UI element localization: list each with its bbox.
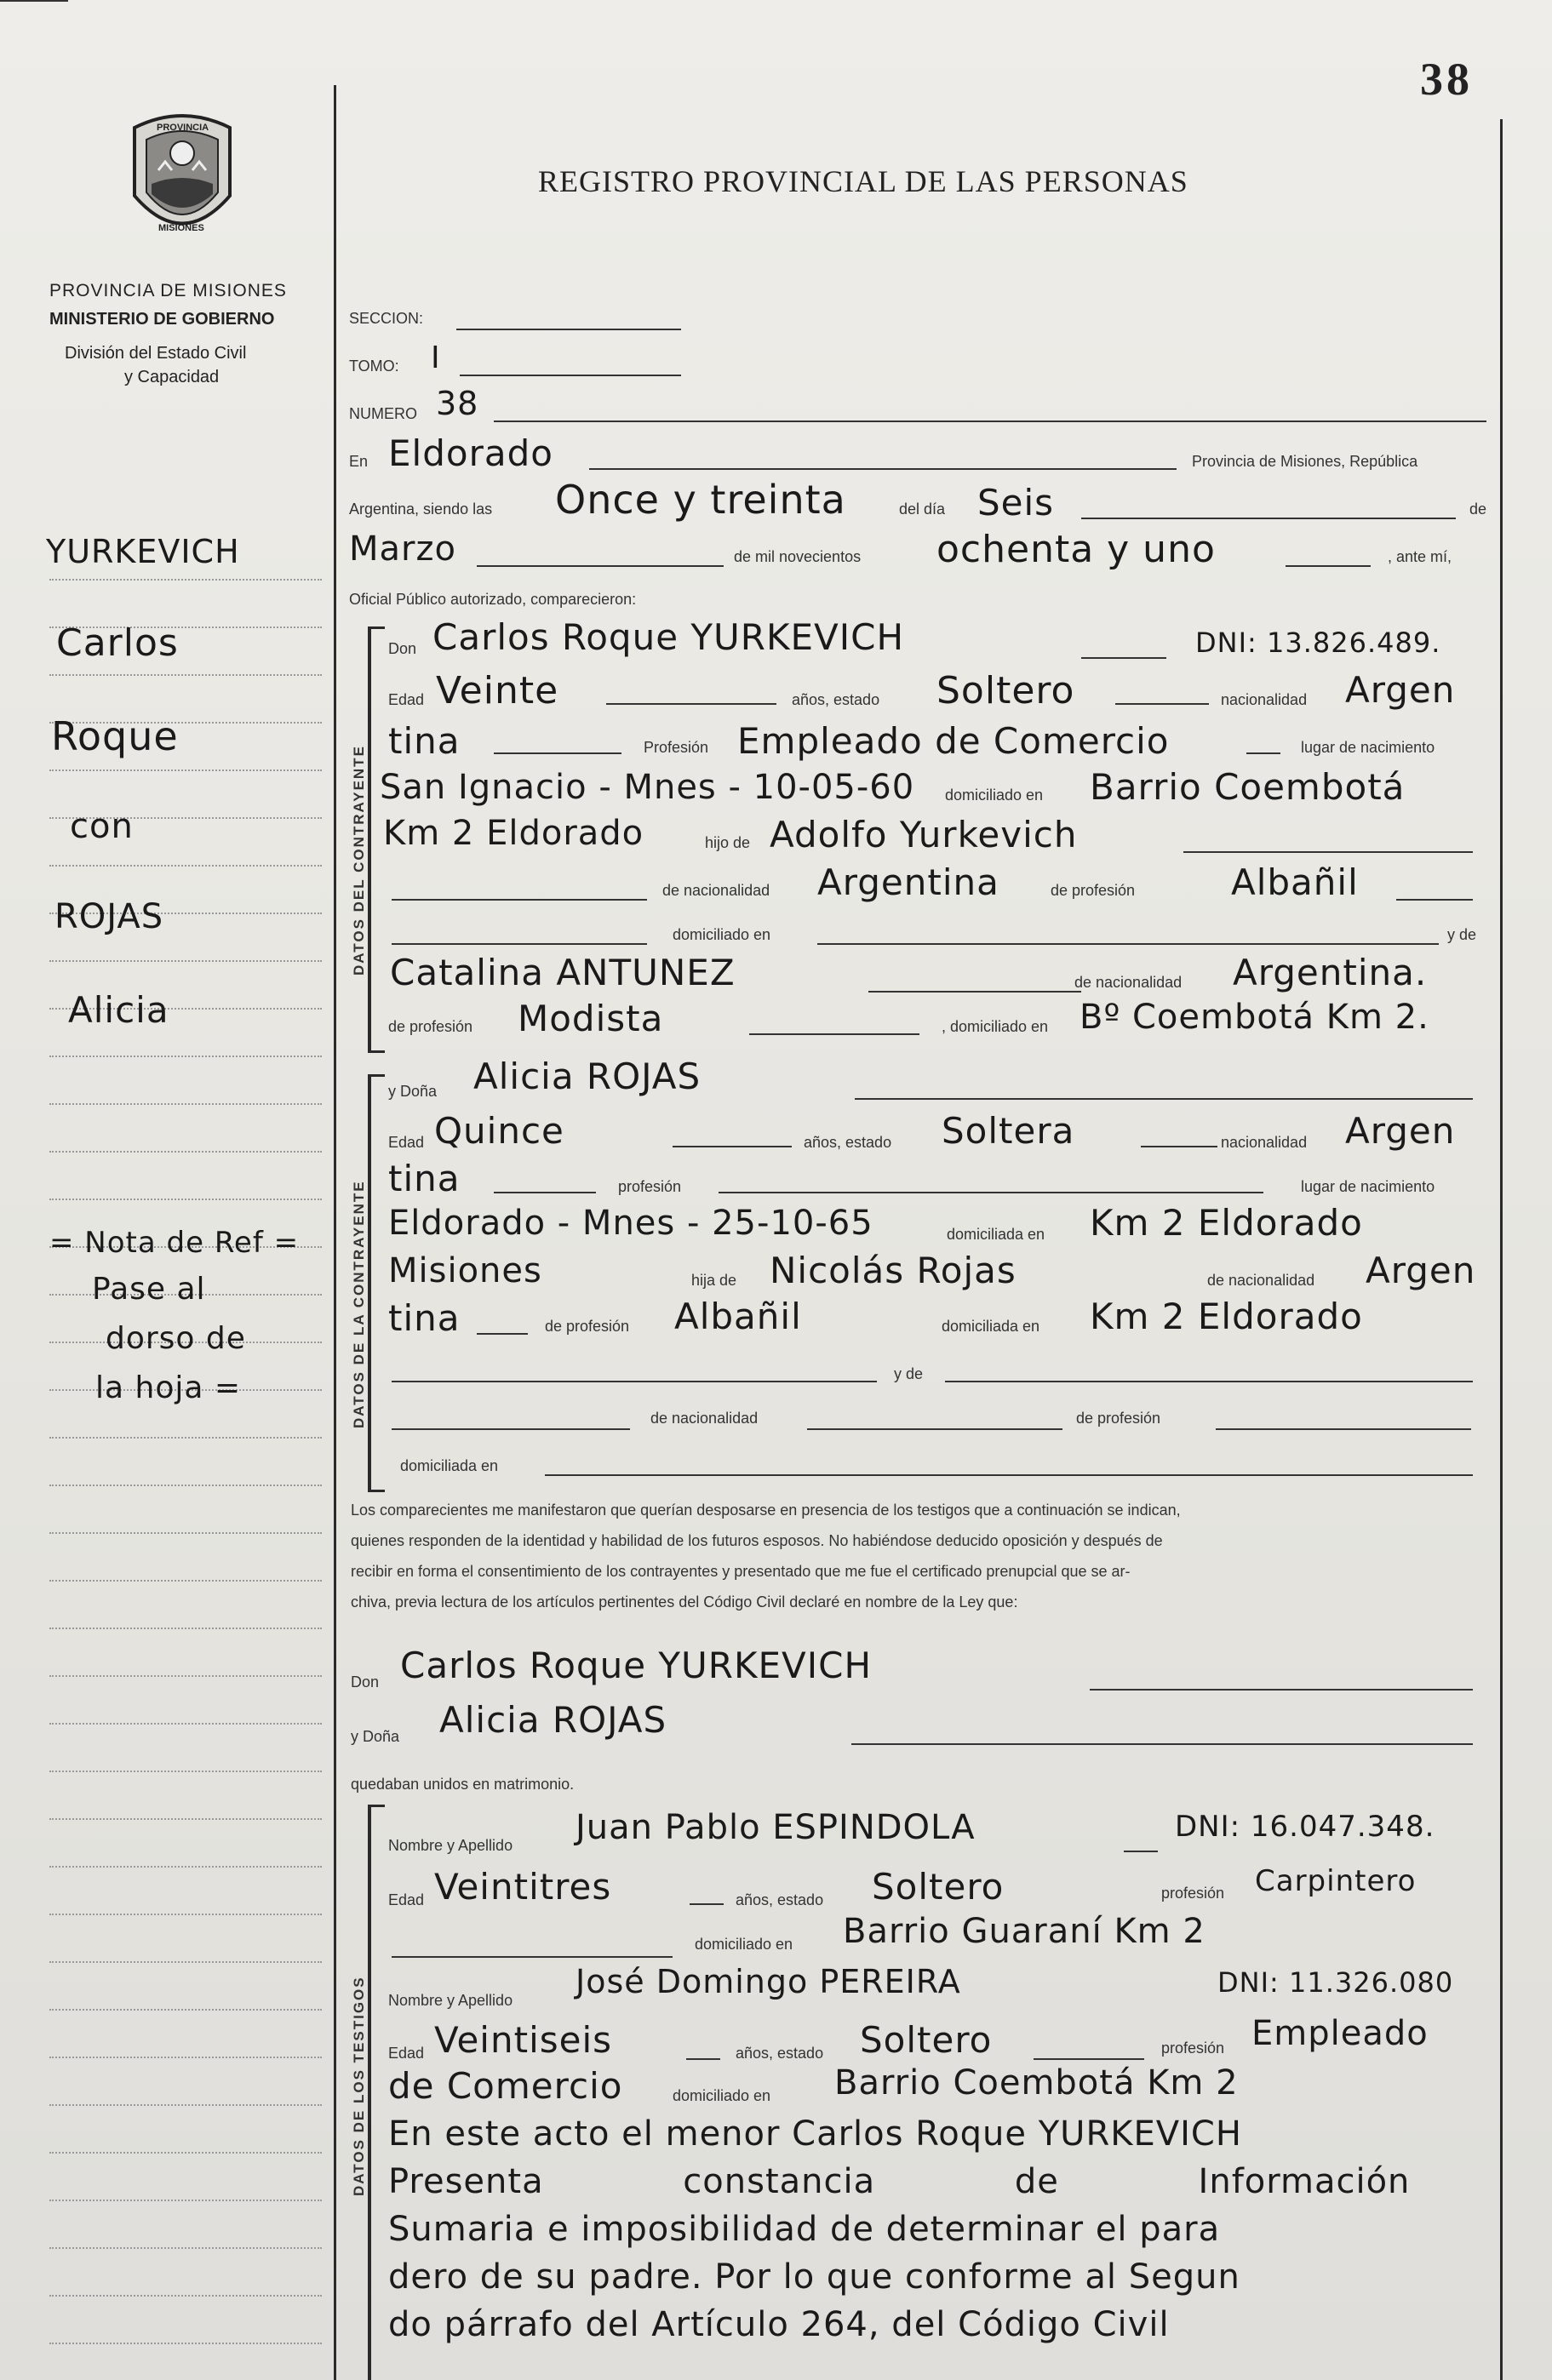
margin-rule bbox=[49, 1771, 322, 1772]
dona-madre-line-2 bbox=[945, 1381, 1473, 1382]
dona-padre-nac-2-line bbox=[477, 1333, 528, 1335]
dona-anos-label: años, estado bbox=[804, 1134, 892, 1151]
madre-nac: Argentina. bbox=[1233, 952, 1428, 993]
note-line-2: Presenta constancia de Información bbox=[388, 2162, 1411, 2201]
oficial-label: Oficial Público autorizado, comparecieron: bbox=[349, 591, 637, 608]
dona-estado-line bbox=[1141, 1146, 1217, 1147]
tomo-label: TOMO: bbox=[349, 358, 399, 375]
don-label: Don bbox=[388, 640, 417, 657]
testigos-bracket bbox=[368, 1805, 371, 2380]
padre-line bbox=[1183, 851, 1473, 853]
y-de-label: y de bbox=[1447, 926, 1477, 943]
margin-rule bbox=[49, 865, 322, 867]
seal-top-text: PROVINCIA bbox=[157, 123, 209, 133]
dona-lugar-nac: Eldorado - Mnes - 25-10-65 bbox=[388, 1204, 873, 1243]
contrayente-bracket bbox=[368, 626, 371, 1052]
dona-domicilio: Km 2 Eldorado bbox=[1090, 1202, 1363, 1244]
margin-surname: YURKEVICH bbox=[46, 533, 240, 570]
t2-anos-label: años, estado bbox=[736, 2045, 824, 2062]
contrayente-f-bracket bbox=[368, 1074, 371, 1491]
t1-dom-pre-line bbox=[392, 1956, 673, 1958]
don-lugar-label: lugar de nacimiento bbox=[1301, 739, 1435, 756]
dona-label: y Doña bbox=[388, 1083, 438, 1100]
de-mil-label: de mil novecientos bbox=[734, 548, 862, 565]
dona-prof-label: profesión bbox=[618, 1178, 682, 1195]
madre-nombre: Catalina ANTUNEZ bbox=[390, 952, 736, 993]
mes-value: Marzo bbox=[349, 529, 456, 569]
declaration-line-2: quienes responden de la identidad y habilidad de los futuros esposos. No habiéndose deducido oposición y después de bbox=[351, 1532, 1163, 1549]
dona-nac-label: nacionalidad bbox=[1221, 1134, 1308, 1151]
argentina-label: Argentina, siendo las bbox=[349, 501, 493, 518]
don-dni: DNI: 13.826.489. bbox=[1195, 626, 1441, 659]
t2-estado-line bbox=[1034, 2058, 1144, 2060]
margin-rule bbox=[49, 1532, 322, 1534]
dona-madre-nac-label: de nacionalidad bbox=[650, 1410, 759, 1427]
seal-bottom-text: MISIONES bbox=[158, 223, 204, 233]
left-column-border bbox=[334, 85, 336, 2380]
right-column-border bbox=[1500, 119, 1503, 2380]
dona-madre-dom-line bbox=[545, 1474, 1473, 1476]
seccion-label: SECCION: bbox=[349, 310, 424, 327]
lugar-value: Eldorado bbox=[388, 432, 553, 474]
margin-rule bbox=[49, 1628, 322, 1629]
margin-rule bbox=[49, 1723, 322, 1725]
margin-rule bbox=[49, 1914, 322, 1915]
tomo-line bbox=[460, 375, 681, 376]
declaration-line-3: recibir en forma el consentimiento de los contrayentes y presentado que me fue el certificado prenupcial que se ar- bbox=[351, 1563, 1131, 1580]
margin-rule bbox=[49, 2247, 322, 2249]
margin-rule bbox=[49, 1961, 322, 1963]
t2-nombre: José Domingo PEREIRA bbox=[576, 1963, 961, 2000]
dona-padre-nac-2: tina bbox=[388, 1297, 461, 1339]
hija-de-label: hija de bbox=[691, 1272, 737, 1289]
margin-note-1: = Nota de Ref = bbox=[49, 1226, 300, 1260]
t1-prof-label: profesión bbox=[1161, 1885, 1225, 1902]
t2-nombre-label: Nombre y Apellido bbox=[388, 1992, 513, 2009]
note-line-3: Sumaria e imposibilidad de determinar el para bbox=[388, 2210, 1221, 2249]
margin-second-name: Roque bbox=[51, 713, 179, 759]
margin-rule bbox=[49, 1151, 322, 1153]
don-line bbox=[1081, 657, 1166, 659]
ministry-label: MINISTERIO DE GOBIERNO bbox=[49, 310, 275, 329]
margin-rule bbox=[49, 2200, 322, 2201]
margin-rule bbox=[49, 1485, 322, 1486]
margin-note-2: Pase al bbox=[92, 1272, 206, 1307]
t1-nombre-label: Nombre y Apellido bbox=[388, 1837, 513, 1854]
dona-nombre: Alicia ROJAS bbox=[473, 1056, 702, 1097]
madre-prof-line bbox=[749, 1033, 919, 1035]
margin-spouse-surname: ROJAS bbox=[54, 897, 164, 936]
dona-padre-prof: Albañil bbox=[674, 1296, 802, 1337]
madre-nac-label: de nacionalidad bbox=[1074, 974, 1183, 991]
don-lugar-nac: San Ignacio - Mnes - 10-05-60 bbox=[380, 768, 915, 807]
dona-madre-line bbox=[392, 1381, 877, 1382]
margin-rule bbox=[49, 2009, 322, 2011]
t1-dom: Barrio Guaraní Km 2 bbox=[843, 1912, 1206, 1951]
t2-prof-2: de Comercio bbox=[388, 2065, 623, 2107]
margin-rule bbox=[49, 2152, 322, 2154]
division-label-2: y Capacidad bbox=[124, 368, 220, 386]
t1-dni: DNI: 16.047.348. bbox=[1175, 1810, 1435, 1844]
padre-prof-label: de profesión bbox=[1051, 882, 1136, 899]
dona-lugar-label: lugar de nacimiento bbox=[1301, 1178, 1435, 1195]
t2-dom-label: domiciliado en bbox=[673, 2087, 771, 2104]
t2-dni: DNI: 11.326.080 bbox=[1217, 1966, 1454, 1999]
margin-rule bbox=[49, 1437, 322, 1439]
t1-nombre: Juan Pablo ESPINDOLA bbox=[576, 1808, 976, 1847]
padre-dom-line-pre bbox=[392, 943, 647, 945]
don-profesion-label: Profesión bbox=[644, 739, 709, 756]
lugar-line bbox=[589, 468, 1177, 470]
dona-dom-label: domiciliada en bbox=[947, 1226, 1045, 1243]
anio-value: ochenta y uno bbox=[936, 528, 1216, 571]
ante-mi-label: , ante mí, bbox=[1388, 548, 1452, 565]
dona-domicilio-2: Misiones bbox=[388, 1251, 542, 1290]
madre-prof: Modista bbox=[518, 998, 664, 1039]
t1-nombre-line bbox=[1124, 1851, 1158, 1852]
final-dona-label: y Doña bbox=[351, 1728, 400, 1745]
dona-madre-dom-label: domiciliada en bbox=[400, 1457, 499, 1474]
margin-rule bbox=[49, 1818, 322, 1820]
side-label-contrayente-f: DATOS DE LA CONTRAYENTE bbox=[351, 1180, 367, 1428]
dona-line bbox=[855, 1098, 1473, 1100]
t2-prof-1: Empleado bbox=[1251, 2014, 1429, 2053]
dona-edad: Quince bbox=[434, 1110, 564, 1152]
division-label-1: División del Estado Civil bbox=[65, 344, 247, 363]
note-line-5: do párrafo del Artículo 264, del Código Civil bbox=[388, 2305, 1170, 2344]
side-label-contrayente: DATOS DEL CONTRAYENTE bbox=[351, 745, 367, 975]
margin-rule bbox=[49, 674, 322, 676]
final-don-label: Don bbox=[351, 1673, 380, 1691]
note-line-1: En este acto el menor Carlos Roque YURKEVICH bbox=[388, 2114, 1242, 2154]
dona-estado: Soltera bbox=[942, 1110, 1075, 1152]
final-dona: Alicia ROJAS bbox=[439, 1699, 667, 1741]
margin-spouse-name: Alicia bbox=[68, 989, 169, 1031]
don-domicilio-1: Barrio Coembotá bbox=[1090, 766, 1406, 808]
don-dom-label: domiciliado en bbox=[945, 787, 1044, 804]
padre-nac-label: de nacionalidad bbox=[662, 882, 770, 899]
dona-madre-nac-pre bbox=[392, 1428, 630, 1430]
dona-nac-2: tina bbox=[388, 1158, 461, 1199]
t2-edad-line bbox=[686, 2058, 720, 2060]
dona-padre-dom: Km 2 Eldorado bbox=[1090, 1296, 1363, 1337]
madre-prof-label: de profesión bbox=[388, 1018, 473, 1035]
don-estado-line bbox=[1115, 703, 1209, 705]
final-dona-line bbox=[851, 1743, 1473, 1745]
t1-prof: Carpintero bbox=[1255, 1864, 1417, 1898]
dona-edad-label: Edad bbox=[388, 1134, 425, 1151]
don-edad: Veinte bbox=[436, 669, 559, 712]
dona-padre: Nicolás Rojas bbox=[770, 1250, 1017, 1291]
margin-rule bbox=[49, 2343, 322, 2344]
madre-line bbox=[868, 991, 1081, 993]
province-seal bbox=[117, 111, 247, 247]
dona-y-de-label: y de bbox=[894, 1365, 924, 1382]
contrayente-f-bracket-top bbox=[368, 1074, 385, 1077]
margin-rule bbox=[49, 1675, 322, 1677]
don-edad-line bbox=[606, 703, 776, 705]
margin-first-name: Carlos bbox=[56, 621, 179, 665]
provincia-label: Provincia de Misiones, República bbox=[1192, 453, 1418, 470]
dona-padre-nac-label: de nacionalidad bbox=[1207, 1272, 1315, 1289]
hora-value: Once y treinta bbox=[555, 477, 846, 523]
padre-nombre: Adolfo Yurkevich bbox=[770, 814, 1078, 855]
don-nac-1: Argen bbox=[1345, 669, 1456, 711]
t1-edad-line bbox=[690, 1903, 724, 1905]
don-nombre: Carlos Roque YURKEVICH bbox=[432, 616, 905, 658]
final-don: Carlos Roque YURKEVICH bbox=[400, 1645, 873, 1686]
anio-line bbox=[1286, 565, 1371, 567]
padre-dom-label: domiciliado en bbox=[673, 926, 771, 943]
dona-nac-1: Argen bbox=[1345, 1110, 1456, 1152]
margin-rule bbox=[49, 2057, 322, 2058]
margin-rule bbox=[49, 1056, 322, 1057]
t1-estado-line bbox=[0, 0, 68, 2]
dia-value: Seis bbox=[977, 482, 1055, 523]
dia-line bbox=[1081, 518, 1456, 519]
don-estado: Soltero bbox=[936, 669, 1075, 712]
margin-rule bbox=[49, 1866, 322, 1868]
margin-rule bbox=[49, 2295, 322, 2297]
don-nac-label: nacionalidad bbox=[1221, 691, 1308, 708]
margin-conj: con bbox=[70, 807, 134, 846]
t1-anos-label: años, estado bbox=[736, 1891, 824, 1908]
dona-padre-dom-label: domiciliada en bbox=[942, 1318, 1040, 1335]
don-domicilio-2: Km 2 Eldorado bbox=[383, 814, 644, 853]
dona-padre-prof-label: de profesión bbox=[545, 1318, 630, 1335]
declaration-line-1: Los comparecientes me manifestaron que querían desposarse en presencia de los testigos que a continuación se indican, bbox=[351, 1502, 1181, 1519]
margin-note-3: dorso de bbox=[106, 1321, 246, 1356]
contrayente-bracket-top bbox=[368, 626, 385, 629]
dona-nac-2-line bbox=[494, 1192, 596, 1193]
quedaban-label: quedaban unidos en matrimonio. bbox=[351, 1776, 575, 1793]
note-line-4: dero de su padre. Por lo que conforme al Segun bbox=[388, 2257, 1240, 2297]
final-don-line bbox=[1090, 1689, 1473, 1691]
don-edad-label: Edad bbox=[388, 691, 425, 708]
margin-rule bbox=[49, 2104, 322, 2106]
hijo-de-label: hijo de bbox=[705, 834, 751, 851]
dona-edad-line bbox=[673, 1146, 792, 1147]
en-label: En bbox=[349, 453, 369, 470]
numero-value: 38 bbox=[436, 385, 479, 422]
tomo-value: I bbox=[431, 340, 441, 375]
don-anos-label: años, estado bbox=[792, 691, 880, 708]
padre-nac: Argentina bbox=[817, 861, 999, 903]
margin-rule bbox=[49, 1103, 322, 1105]
madre-dom-label: , domiciliado en bbox=[942, 1018, 1049, 1035]
t2-edad: Veintiseis bbox=[434, 2019, 613, 2061]
side-label-testigos: DATOS DE LOS TESTIGOS bbox=[351, 1976, 367, 2196]
testigos-bracket-top bbox=[368, 1805, 385, 1807]
margin-rule bbox=[49, 1199, 322, 1200]
margin-rule bbox=[49, 579, 322, 581]
dona-madre-prof-label: de profesión bbox=[1076, 1410, 1161, 1427]
t2-prof-label: profesión bbox=[1161, 2040, 1225, 2057]
dona-madre-prof-line bbox=[1216, 1428, 1471, 1430]
padre-prof-line bbox=[1396, 899, 1473, 901]
don-nac-2-line bbox=[494, 752, 621, 754]
padre-dom-line bbox=[817, 943, 1439, 945]
margin-note-4: la hoja = bbox=[95, 1370, 242, 1405]
seccion-line bbox=[456, 329, 681, 330]
del-dia-label: del día bbox=[899, 501, 946, 518]
don-prof-line bbox=[1246, 752, 1280, 754]
dona-padre-nac-1: Argen bbox=[1366, 1250, 1476, 1291]
page-number: 38 bbox=[1420, 54, 1473, 105]
t2-dom: Barrio Coembotá Km 2 bbox=[834, 2063, 1239, 2103]
dona-prof-line-b bbox=[719, 1192, 1263, 1193]
dona-madre-nac-line bbox=[807, 1428, 1062, 1430]
padre-nac-line-pre bbox=[392, 899, 647, 901]
document-title: REGISTRO PROVINCIAL DE LAS PERSONAS bbox=[538, 164, 1188, 198]
province-label: PROVINCIA DE MISIONES bbox=[49, 281, 287, 300]
de-label: de bbox=[1469, 501, 1487, 518]
t2-estado: Soltero bbox=[860, 2019, 993, 2061]
t1-edad: Veintitres bbox=[434, 1866, 612, 1908]
t2-edad-label: Edad bbox=[388, 2045, 425, 2062]
numero-line bbox=[494, 421, 1486, 422]
margin-rule bbox=[49, 1580, 322, 1582]
contrayente-f-bracket-bottom bbox=[368, 1490, 385, 1492]
madre-dom: Bº Coembotá Km 2. bbox=[1080, 998, 1429, 1037]
margin-rule bbox=[49, 769, 322, 771]
don-profesion: Empleado de Comercio bbox=[737, 720, 1170, 762]
mes-line bbox=[477, 565, 724, 567]
numero-label: NUMERO bbox=[349, 405, 417, 422]
contrayente-bracket-bottom bbox=[368, 1050, 385, 1053]
t1-edad-label: Edad bbox=[388, 1891, 425, 1908]
t1-estado: Soltero bbox=[872, 1866, 1005, 1908]
t1-dom-label: domiciliado en bbox=[695, 1936, 793, 1953]
margin-rule bbox=[49, 960, 322, 962]
padre-prof: Albañil bbox=[1231, 861, 1359, 903]
declaration-line-4: chiva, previa lectura de los artículos pertinentes del Código Civil declaré en nombre de la Ley que: bbox=[351, 1593, 1018, 1611]
don-nac-2: tina bbox=[388, 720, 461, 762]
